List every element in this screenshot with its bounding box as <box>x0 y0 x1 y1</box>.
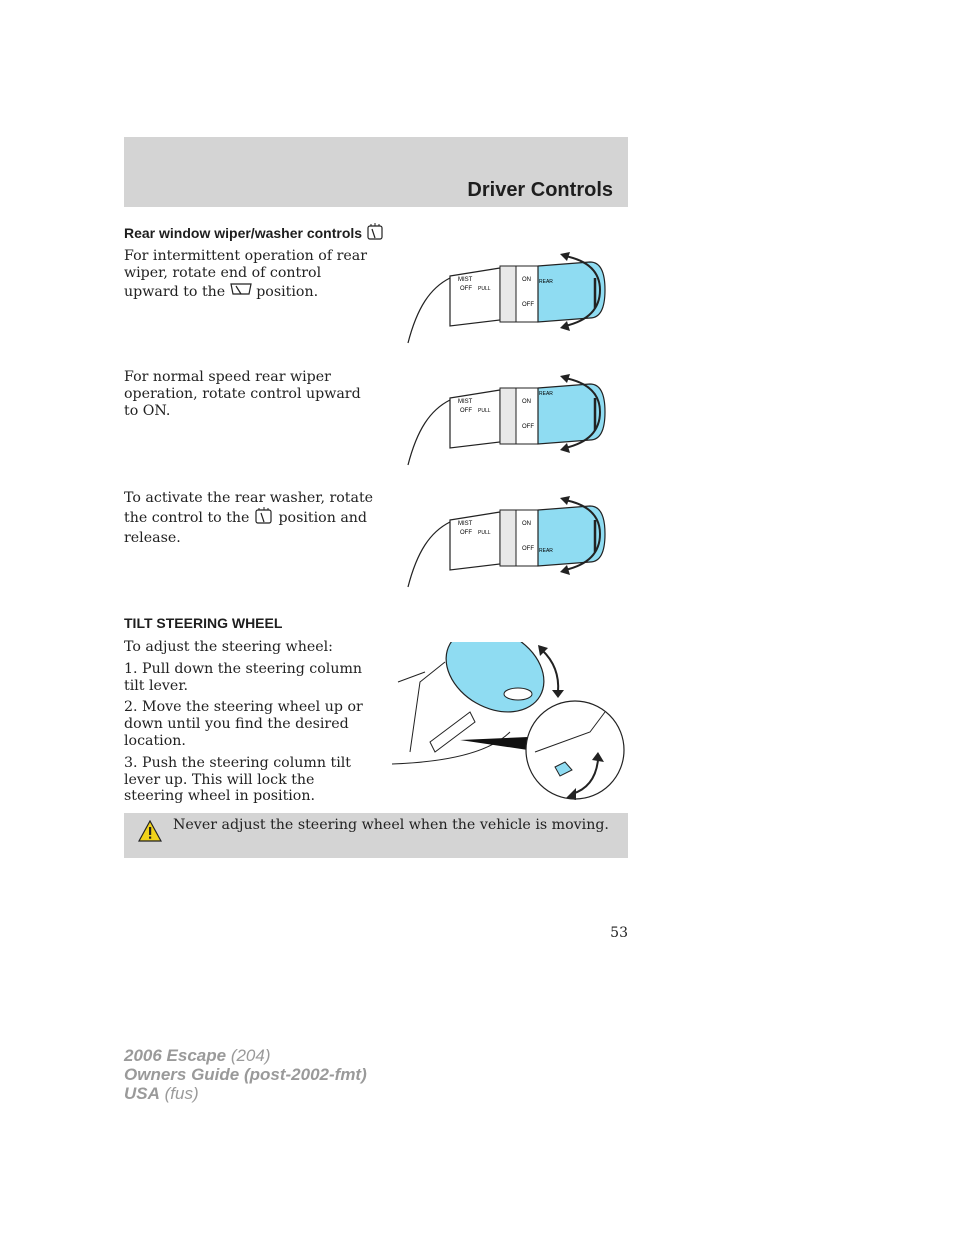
warning-text: Never adjust the steering wheel when the vehicle is moving. <box>173 817 609 833</box>
warning-triangle-icon <box>138 820 162 846</box>
footer-model-code: (204) <box>226 1046 271 1065</box>
rear-wiper-intermittent-text <box>124 248 376 303</box>
tilt-step-3: 3. Push the steering column tilt lever up. This will lock the steering wheel in position. <box>124 754 351 805</box>
rear-wiper-normal-text: For normal speed rear wiper operation, rotate control upward to ON. <box>124 369 361 419</box>
stalk-label-mist: MIST <box>458 399 473 405</box>
stalk-label-off: OFF <box>460 286 472 292</box>
stalk-figure-intermittent <box>405 248 610 346</box>
document-footer <box>124 1046 367 1103</box>
rear-wiper-heading-text: Rear window wiper/washer controls <box>124 225 363 241</box>
section-title: Driver Controls <box>467 179 613 201</box>
stalk-label-off: OFF <box>460 530 472 536</box>
rear-wiper-icon <box>230 282 252 304</box>
warning-box <box>124 813 628 858</box>
stalk-label-off2: OFF <box>522 546 534 552</box>
stalk-label-rear: REAR <box>539 548 553 554</box>
stalk-label-off2: OFF <box>522 302 534 308</box>
tilt-instructions <box>124 639 376 810</box>
rear-washer-icon <box>254 507 274 530</box>
footer-market-code: (fus) <box>159 1084 199 1103</box>
header-band <box>124 137 628 207</box>
stalk-label-off2: OFF <box>522 424 534 430</box>
para1-text-b: position. <box>256 283 319 300</box>
tilt-heading: TILT STEERING WHEEL <box>124 615 283 631</box>
stalk-figure-normal <box>405 370 610 468</box>
stalk-label-mist: MIST <box>458 277 473 283</box>
rear-wiper-heading <box>124 223 384 244</box>
footer-model: 2006 Escape <box>124 1046 227 1065</box>
para1-text-a: For intermittent operation of rear wiper, rotate end of control upward to the <box>124 248 368 300</box>
stalk-label-rear: REAR <box>539 279 553 285</box>
stalk-label-mist: MIST <box>458 521 473 527</box>
stalk-label-off: OFF <box>460 408 472 414</box>
stalk-label-on: ON <box>522 277 531 283</box>
tilt-step-1: 1. Pull down the steering column tilt lever. <box>124 660 363 694</box>
para3-text-b: position and release. <box>124 509 368 546</box>
page-number: 53 <box>610 925 628 941</box>
stalk-label-rear: REAR <box>539 391 553 397</box>
stalk-label-pull: PULL <box>478 530 491 536</box>
para3-text-a: To activate the rear washer, rotate the control to the <box>124 490 374 526</box>
footer-guide: Owners Guide (post-2002-fmt) <box>124 1065 367 1084</box>
rear-wiper-washer-icon <box>366 223 384 244</box>
tilt-intro: To adjust the steering wheel: <box>124 639 333 655</box>
stalk-label-on: ON <box>522 521 531 527</box>
stalk-label-pull: PULL <box>478 408 491 414</box>
stalk-label-pull: PULL <box>478 286 491 292</box>
tilt-steering-figure <box>390 642 630 804</box>
tilt-step-2: 2. Move the steering wheel up or down until you find the desired location. <box>124 699 363 749</box>
stalk-figure-washer <box>405 492 610 590</box>
footer-market: USA <box>124 1084 160 1103</box>
rear-washer-text <box>124 490 376 546</box>
stalk-label-on: ON <box>522 399 531 405</box>
